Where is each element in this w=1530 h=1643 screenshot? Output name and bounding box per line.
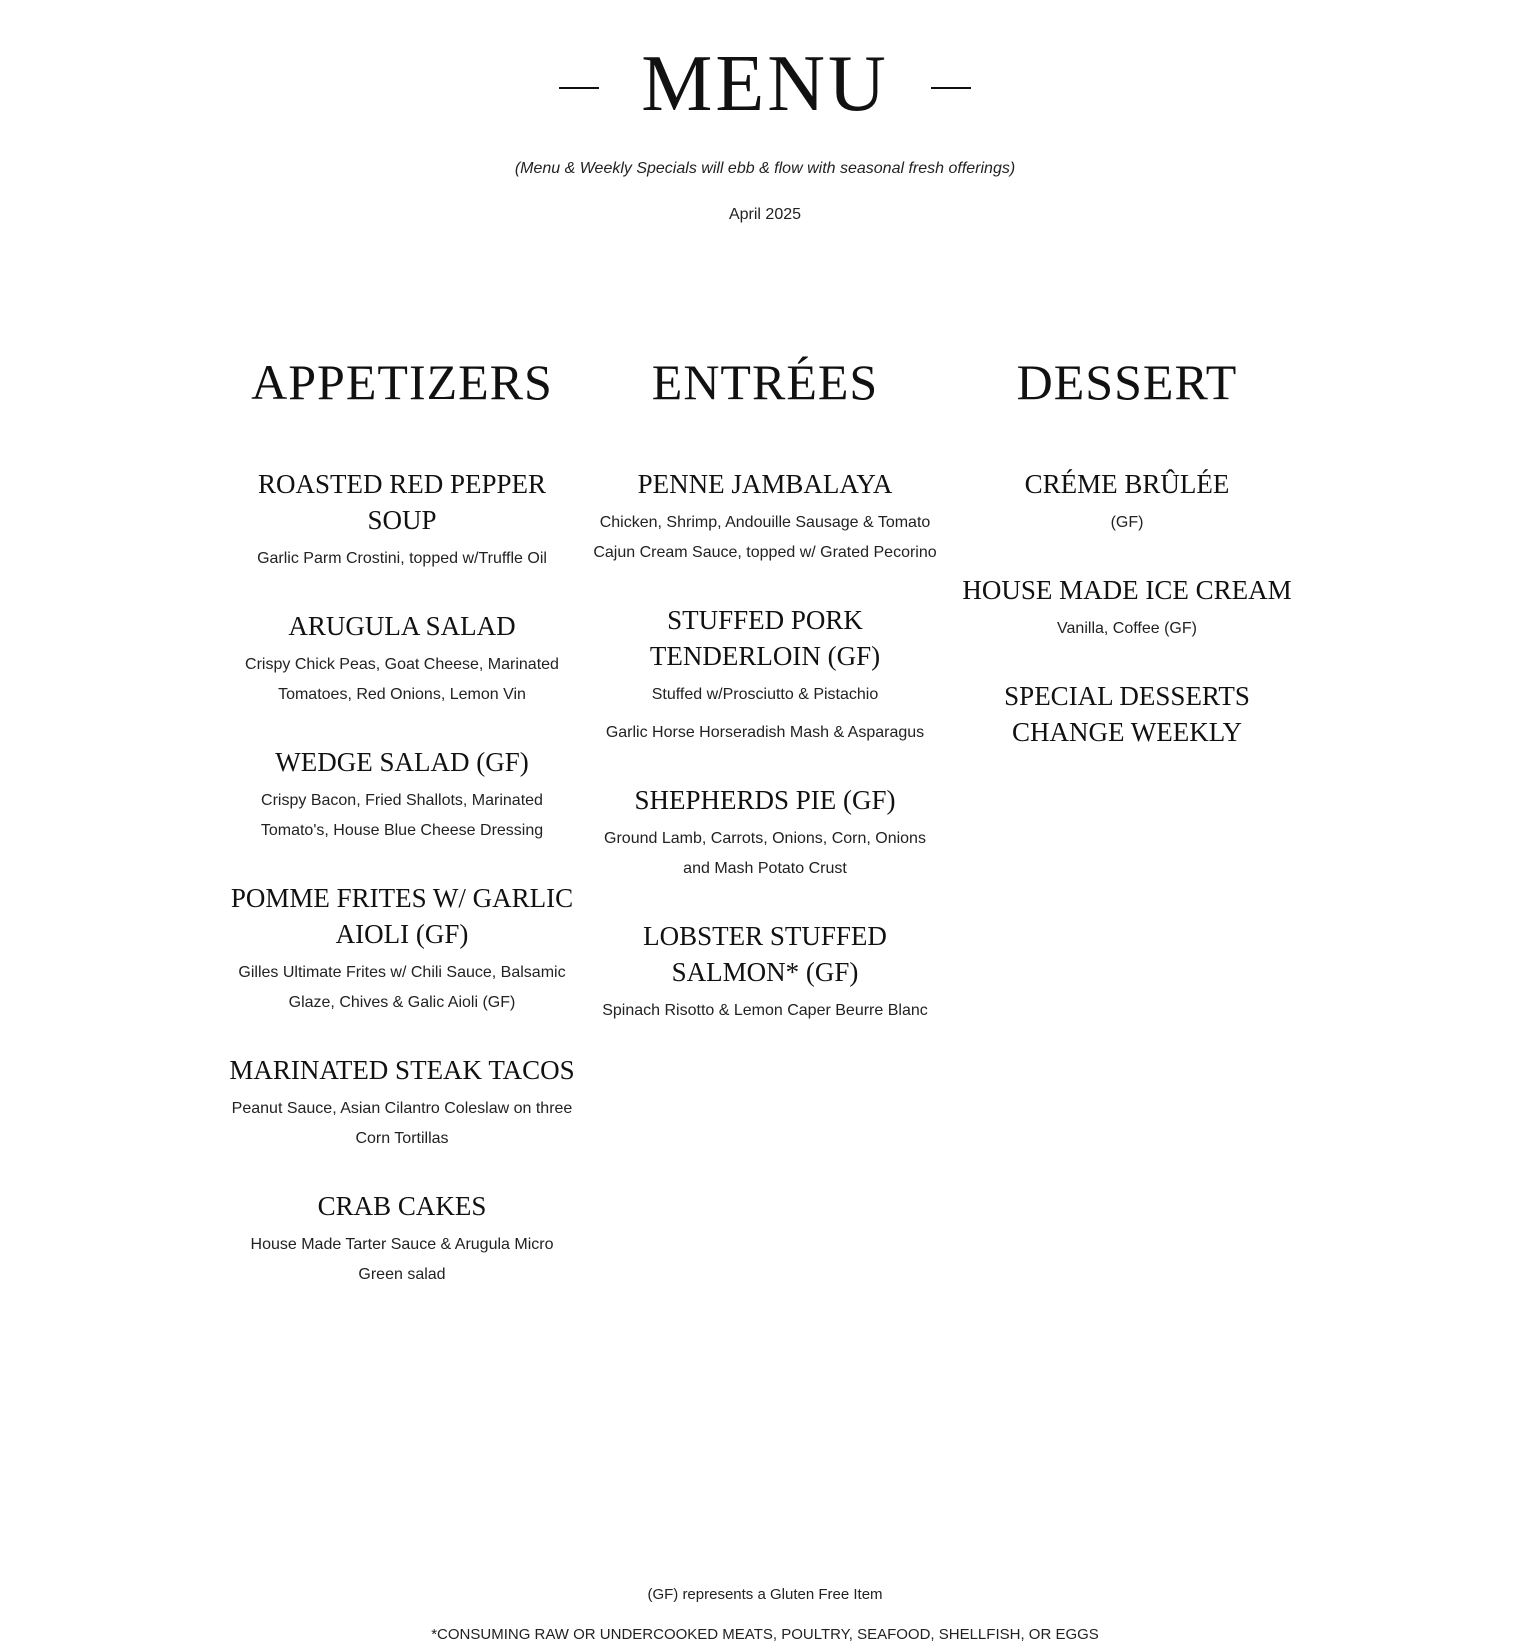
menu-item — [590, 466, 940, 568]
item-name: CRÉME BRÛLÉE — [1024, 469, 1230, 499]
item-name: MARINATED STEAK TACOS — [229, 1055, 575, 1085]
menu-item — [590, 918, 940, 1026]
item-name: POMME FRITES W/ GARLIC AIOLI (GF) — [230, 883, 574, 949]
item-description: Crispy Bacon, Fried Shallots, Marinated Tomato's, House Blue Cheese Dressing — [260, 792, 544, 839]
menu-item — [952, 678, 1302, 750]
appetizers-heading: APPETIZERS — [251, 354, 553, 410]
menu-item — [227, 1188, 577, 1290]
item-name: ARUGULA SALAD — [288, 611, 516, 641]
consumer-warning: *CONSUMING RAW OR UNDERCOOKED MEATS, POULTRY, SEAFOOD, SHELLFISH, OR EGGS — [431, 1626, 1099, 1643]
menu-title — [0, 38, 1530, 130]
item-name: LOBSTER STUFFED SALMON* (GF) — [643, 921, 887, 987]
item-name: SHEPHERDS PIE (GF) — [634, 785, 896, 815]
item-description: Ground Lamb, Carrots, Onions, Corn, Onions and Mash Potato Crust — [604, 830, 926, 877]
dessert-heading: DESSERT — [1016, 354, 1238, 410]
item-description: Peanut Sauce, Asian Cilantro Coleslaw on three Corn Tortillas — [231, 1100, 573, 1147]
item-name: PENNE JAMBALAYA — [637, 469, 893, 499]
menu-item — [227, 880, 577, 1018]
menu-item — [227, 744, 577, 846]
menu-item — [590, 782, 940, 884]
item-name: STUFFED PORK TENDERLOIN (GF) — [649, 605, 881, 671]
item-name: CRAB CAKES — [317, 1191, 487, 1221]
entrees-heading: ENTRÉES — [651, 354, 879, 410]
menu-date: April 2025 — [728, 206, 802, 223]
menu-item — [227, 608, 577, 710]
title-dash-right — [931, 87, 971, 89]
entrees-column — [590, 350, 940, 1060]
item-description: House Made Tarter Sauce & Arugula Micro Green salad — [250, 1236, 554, 1283]
item-description: Chicken, Shrimp, Andouille Sausage & Tomato Cajun Cream Sauce, topped w/ Grated Pecorino — [593, 514, 937, 561]
item-description: Gilles Ultimate Frites w/ Chili Sauce, Balsamic Glaze, Chives & Galic Aioli (GF) — [238, 964, 566, 1011]
menu-item — [227, 1052, 577, 1154]
item-description: Crispy Chick Peas, Goat Cheese, Marinated Tomatoes, Red Onions, Lemon Vin — [245, 656, 559, 703]
item-description: (GF) — [1110, 514, 1144, 531]
item-name: SPECIAL DESSERTS CHANGE WEEKLY — [1004, 681, 1250, 747]
menu-item — [952, 572, 1302, 644]
menu-item — [590, 602, 940, 748]
menu-title-text: MENU — [641, 40, 889, 128]
menu-subtitle: (Menu & Weekly Specials will ebb & flow with seasonal fresh offerings) — [514, 160, 1016, 177]
item-description: Garlic Parm Crostini, topped w/Truffle Oil — [257, 550, 547, 567]
item-name: HOUSE MADE ICE CREAM — [962, 575, 1292, 605]
item-description: Stuffed w/Prosciutto & Pistachio — [651, 686, 879, 703]
title-dash-left — [559, 87, 599, 89]
item-description: Spinach Risotto & Lemon Caper Beurre Blanc — [602, 1002, 928, 1019]
item-name: WEDGE SALAD (GF) — [275, 747, 529, 777]
dessert-column — [952, 350, 1302, 784]
appetizers-column — [227, 350, 577, 1324]
item-description: Vanilla, Coffee (GF) — [1057, 620, 1197, 637]
gluten-free-note: (GF) represents a Gluten Free Item — [647, 1586, 883, 1603]
item-name: ROASTED RED PEPPER SOUP — [257, 469, 547, 535]
item-description-secondary: Garlic Horse Horseradish Mash & Asparagus — [605, 724, 925, 741]
menu-item — [952, 466, 1302, 538]
menu-item — [227, 466, 577, 574]
